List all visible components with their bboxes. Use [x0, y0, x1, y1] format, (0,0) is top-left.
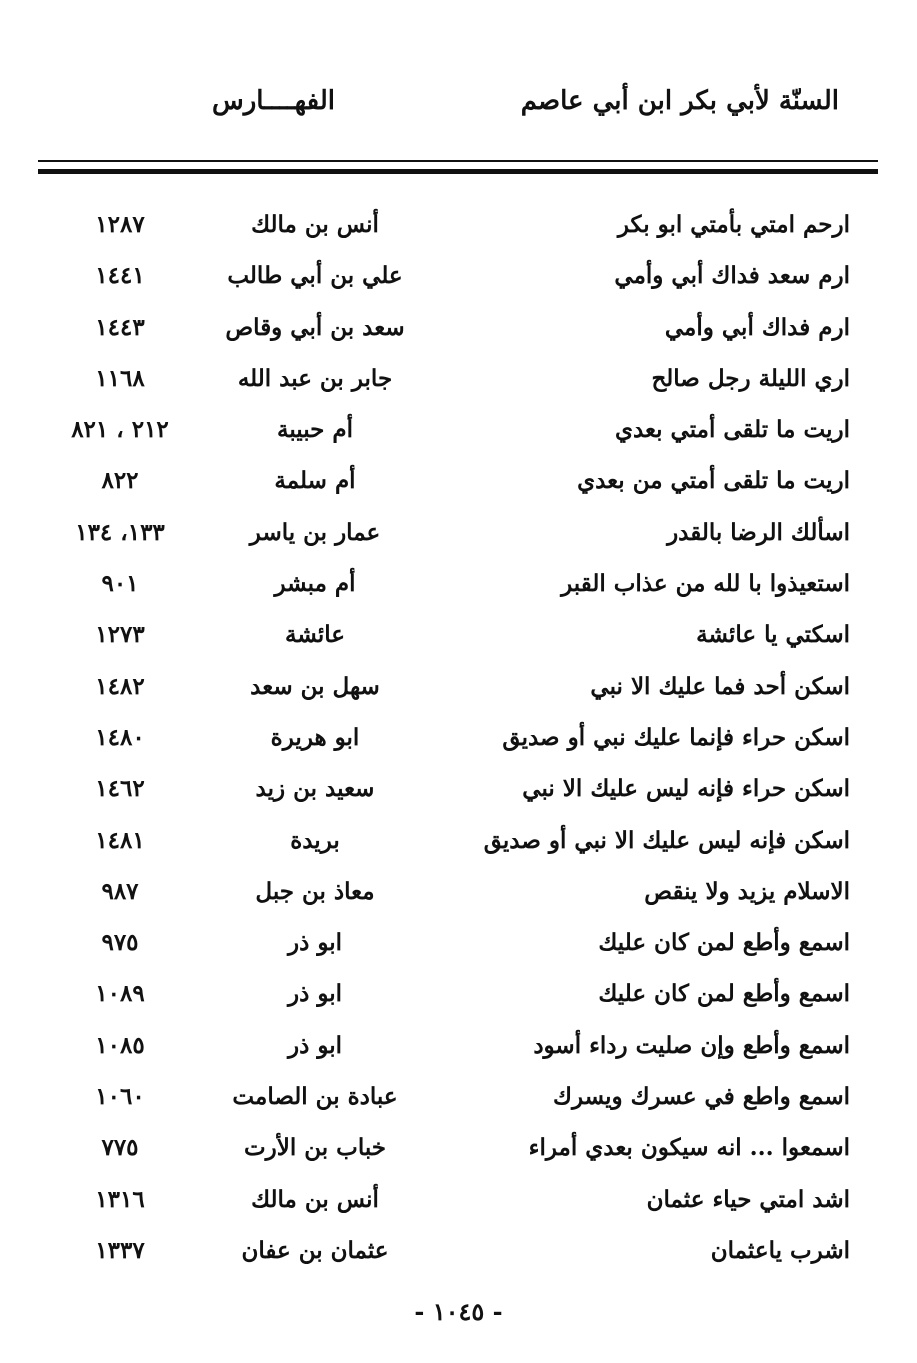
- narrator-name: أنس بن مالك: [251, 1185, 379, 1213]
- hadith-text: اريت ما تلقى أمتي من بعدي: [577, 467, 850, 495]
- index-row: [40, 1180, 850, 1231]
- hadith-text: اسكتي يا عائشة: [696, 621, 850, 649]
- index-row: [40, 872, 850, 923]
- hadith-text: اسكن أحد فما عليك الا نبي: [590, 672, 850, 700]
- index-row: [40, 308, 850, 359]
- narrator-name: معاذ بن جبل: [255, 877, 375, 905]
- narrator-name: ابو ذر: [287, 1031, 343, 1059]
- index-row: [40, 718, 850, 769]
- hadith-text: اسألك الرضا بالقدر: [667, 518, 850, 546]
- index-row: [40, 1077, 850, 1128]
- hadith-text: اسمع وأطع لمن كان عليك: [598, 980, 850, 1008]
- narrator-name: ابو ذر: [287, 929, 343, 957]
- hadith-number: ١٠٨٥: [95, 1031, 145, 1059]
- hadith-text: اشد امتي حياء عثمان: [646, 1185, 850, 1213]
- index-row: [40, 461, 850, 512]
- narrator-name: عبادة بن الصامت: [232, 1083, 398, 1111]
- index-table: [40, 205, 850, 1282]
- index-row: [40, 564, 850, 615]
- hadith-text: اسكن فإنه ليس عليك الا نبي أو صديق: [483, 826, 850, 854]
- narrator-name: بريدة: [290, 826, 340, 854]
- hadith-text: اسكن حراء فإنه ليس عليك الا نبي: [522, 775, 850, 803]
- hadith-text: ارحم امتي بأمتي ابو بكر: [617, 211, 850, 238]
- hadith-number: ٩٧٥: [101, 929, 139, 957]
- hadith-number: ١٣٣٧: [95, 1236, 145, 1264]
- hadith-text: اسمعوا ... انه سيكون بعدي أمراء: [528, 1134, 850, 1162]
- hadith-text: اري الليلة رجل صالح: [651, 364, 850, 392]
- hadith-text: اسمع واطع في عسرك ويسرك: [552, 1083, 850, 1111]
- narrator-name: أنس بن مالك: [251, 211, 379, 238]
- hadith-number: ١٤٨١: [95, 826, 145, 854]
- hadith-text: اريت ما تلقى أمتي بعدي: [614, 416, 850, 444]
- narrator-name: عائشة: [285, 621, 345, 649]
- index-row: [40, 769, 850, 820]
- index-row: [40, 1231, 850, 1282]
- index-row: [40, 615, 850, 666]
- hadith-number: ١٤٦٢: [95, 775, 145, 803]
- hadith-number: ١٤٨٠: [95, 723, 145, 751]
- narrator-name: سهل بن سعد: [250, 672, 380, 700]
- narrator-name: عمار بن ياسر: [249, 518, 381, 546]
- hadith-text: اشرب ياعثمان: [710, 1236, 850, 1264]
- hadith-number: ١٣١٦: [95, 1185, 145, 1213]
- narrator-name: سعد بن أبي وقاص: [225, 313, 405, 341]
- narrator-name: عثمان بن عفان: [241, 1236, 389, 1264]
- index-row: [40, 513, 850, 564]
- narrator-name: علي بن أبي طالب: [227, 262, 403, 290]
- hadith-number: ١٤٤١: [95, 262, 145, 290]
- hadith-number: ١٠٦٠: [95, 1083, 145, 1111]
- index-row: [40, 923, 850, 974]
- hadith-number: ١٤٤٣: [95, 313, 145, 341]
- hadith-text: استعيذوا با لله من عذاب القبر: [561, 570, 850, 598]
- hadith-number: ٩٨٧: [101, 877, 139, 905]
- hadith-text: اسمع وأطع وإن صليت رداء أسود: [533, 1031, 850, 1059]
- hadith-number: ١٢٧٣: [95, 621, 145, 649]
- narrator-name: ابو ذر: [287, 980, 343, 1008]
- index-row: [40, 256, 850, 307]
- hadith-number: ١٢٨٧: [95, 211, 145, 238]
- book-title: السنّة لأبي بكر ابن أبي عاصم: [520, 86, 839, 116]
- index-row: [40, 359, 850, 410]
- hadith-text: اسمع وأطع لمن كان عليك: [598, 929, 850, 957]
- hadith-text: اسكن حراء فإنما عليك نبي أو صديق: [502, 723, 850, 751]
- hadith-number: ٩٠١: [101, 570, 139, 598]
- narrator-name: جابر بن عبد الله: [237, 364, 393, 392]
- header-rule-thin: [38, 160, 878, 162]
- narrator-name: أم حبيبة: [276, 416, 353, 444]
- index-row: [40, 1026, 850, 1077]
- narrator-name: ابو هريرة: [270, 723, 360, 751]
- narrator-name: سعيد بن زيد: [255, 775, 375, 803]
- hadith-text: ارم فداك أبي وأمي: [664, 313, 850, 341]
- hadith-number: ٨٢٢: [101, 467, 139, 495]
- hadith-number: ١٣٣، ١٣٤: [75, 518, 165, 546]
- index-row: [40, 974, 850, 1025]
- narrator-name: أم مبشر: [274, 570, 356, 598]
- index-row: [40, 1128, 850, 1179]
- narrator-name: أم سلمة: [274, 467, 356, 495]
- index-row: [40, 821, 850, 872]
- index-row: [40, 410, 850, 461]
- hadith-number: ٢١٢ ، ٨٢١: [71, 416, 169, 444]
- index-row: [40, 205, 850, 256]
- hadith-text: الاسلام يزيد ولا ينقص: [644, 877, 850, 905]
- page-number: - ١٠٤٥ -: [414, 1297, 503, 1326]
- hadith-number: ١١٦٨: [95, 364, 145, 392]
- narrator-name: خباب بن الأرت: [243, 1134, 386, 1162]
- hadith-number: ٧٧٥: [101, 1134, 139, 1162]
- hadith-text: ارم سعد فداك أبي وأمي: [614, 262, 850, 290]
- section-title: الفهــــارس: [212, 86, 335, 116]
- header-rule-thick: [38, 169, 878, 174]
- index-row: [40, 667, 850, 718]
- hadith-number: ١٤٨٢: [95, 672, 145, 700]
- hadith-number: ١٠٨٩: [95, 980, 145, 1008]
